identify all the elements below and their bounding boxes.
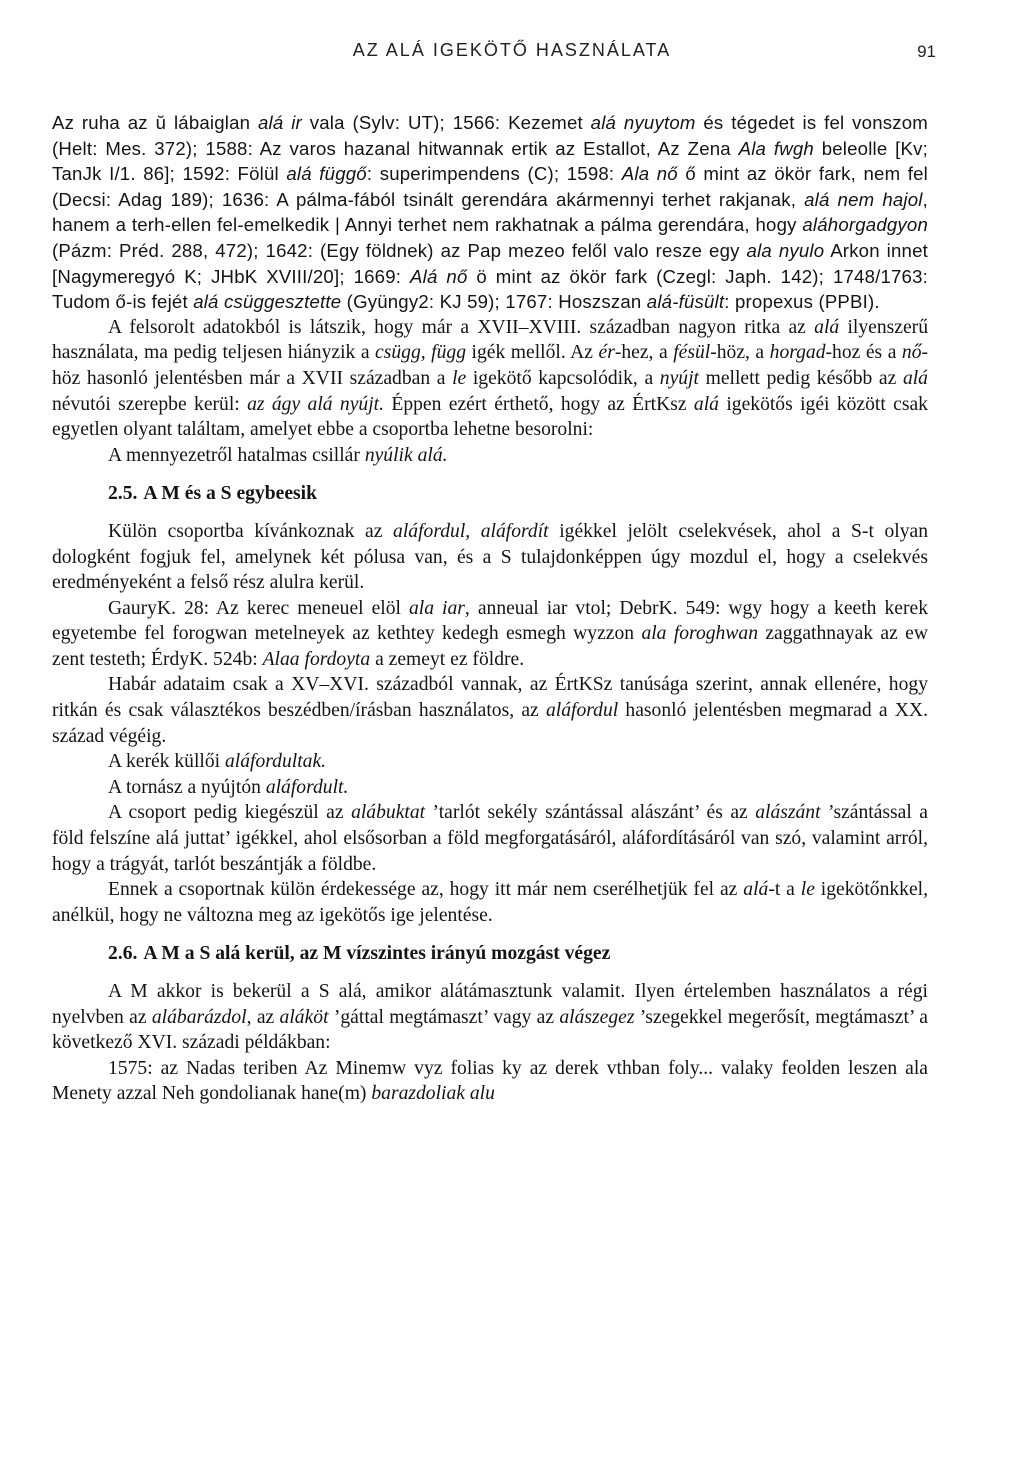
italic-term: aláfordult.	[265, 776, 349, 798]
text-run: -höz, a	[710, 342, 770, 364]
example-sentence	[52, 749, 928, 775]
italic-term: alábuktat	[351, 802, 426, 824]
section-number: 2.6.	[108, 943, 138, 965]
italic-term: Ala nő	[621, 163, 678, 185]
italic-term: alá nyuytom	[590, 112, 696, 133]
text-run: , az	[246, 1006, 280, 1028]
text-run: ’tarlót sekély szántással alászánt’ és az	[425, 802, 756, 824]
italic-term: nyúlik alá.	[364, 444, 448, 466]
text-run: A M akkor is bekerül a S alá, amikor alátámasztunk valamit. Ilyen értelemben használatos a régi nyelvben az	[52, 981, 928, 1028]
paragraph	[52, 596, 928, 673]
text-run: mellett pedig később az	[698, 367, 903, 389]
text-run: GauryK. 28: Az kerec meneuel elöl	[108, 597, 409, 619]
italic-term: horgad	[769, 342, 826, 364]
italic-term: Ala fwgh	[738, 137, 814, 159]
italic-term: alá csüggesztette	[193, 291, 342, 313]
italic-term: aláhorgadgyon	[802, 214, 928, 236]
text-run: ’szántással a föld felszíne alá juttat’ igékkel, ahol elsősorban a föld megforgatásáról, aláfordításáról van szó, valamint arról, hogy a trágyát, tarlót beszántják a földbe.	[52, 802, 928, 875]
italic-term: aláfordul	[545, 700, 619, 722]
paragraph	[52, 519, 928, 596]
italic-term: nő	[901, 342, 922, 364]
paragraph	[52, 800, 928, 877]
italic-term: alábarázdol	[151, 1006, 247, 1028]
paragraph	[52, 315, 928, 443]
running-title: AZ ALÁ IGEKÖTŐ HASZNÁLATA	[352, 40, 672, 60]
text-run: A csoport pedig kiegészül az	[108, 802, 352, 824]
text-run: zaggathnayak az ew zent testeth; ÉrdyK. 524b:	[52, 623, 928, 670]
text-run: A felsorolt adatokból is látszik, hogy már a XVII–XVIII. században nagyon ritka az	[108, 316, 815, 338]
text-run: beleolle [Kv; TanJk I/1. 86]; 1592: Fölül	[52, 137, 929, 185]
text-run: igekötős igéi között csak egyetlen olyant találtam, amelyet ebbe a csoportba lehetne besorolni:	[52, 393, 928, 441]
italic-term: nyújt	[659, 367, 699, 389]
italic-term: alá	[743, 879, 769, 901]
text-run: A kerék küllői	[108, 751, 225, 773]
section-number: 2.5.	[108, 483, 138, 505]
paragraph	[52, 672, 928, 749]
italic-term: le	[452, 367, 467, 389]
page-body	[52, 110, 928, 1107]
text-run: ő mint az ökör fark, nem fel (Decsi: Adag 189); 1636: A pálma-fából tsinált gerendára akármennyi terhet rakjanak,	[52, 163, 928, 210]
text-run: hasonló jelentésben megmarad a XX. század végéig.	[52, 700, 928, 747]
text-run: -hez, a	[614, 342, 674, 364]
paragraph	[52, 877, 928, 928]
italic-term: aláfordul, aláfordít	[393, 520, 549, 542]
text-run: 1575: az Nadas teriben Az Minemw vyz folias ky az derek vthban foly... valaky feolden leszen ala Menety azzal Neh gondolianak hane(m)	[52, 1057, 928, 1105]
text-run: A mennyezetről hatalmas csillár	[108, 444, 365, 466]
text-run: (Gyüngy2: KJ 59); 1767: Hoszszan	[341, 291, 647, 313]
text-run: : superimpendens (C); 1598:	[366, 163, 622, 185]
text-run: igékkel jelölt cselekvések, ahol a S-t olyan dologként fogjuk fel, amelynek két pólusa van, és a S tulajdonképpen úgy mozdul el, hogy a cselekvés eredményeként a felső rész alulra kerül.	[52, 520, 929, 594]
italic-term: barazdoliak alu	[371, 1083, 495, 1105]
text-run: ilyenszerű használata, ma pedig teljesen hiányzik a	[52, 316, 929, 364]
italic-term: alászegez	[559, 1006, 635, 1028]
italic-term: alá	[814, 316, 840, 338]
italic-term: ala nyulo	[746, 239, 825, 261]
text-run: Habár adataim csak a XV–XVI. századból vannak, az ÉrtKSz tanúsága szerint, annak ellenére, hogy ritkán és csak választékos beszédben/írásban használatos, az	[52, 674, 928, 722]
text-run: Ennek a csoportnak külön érdekessége az, hogy itt már nem cserélhetjük fel az	[108, 879, 744, 901]
text-run: Arkon innet [Nagymeregyó K; JHbK XVIII/20]; 1669:	[52, 239, 928, 287]
italic-term: Alaa fordoyta	[262, 648, 371, 670]
italic-term: le	[800, 879, 815, 901]
text-run: -hoz és a	[825, 342, 902, 364]
page-header	[0, 34, 1024, 74]
paragraph	[52, 110, 928, 315]
text-run: és tégedet is fel vonszom (Helt: Mes. 372); 1588: Az varos hazanal hitwannak ertik az Estallot, Az Zena	[52, 112, 928, 159]
text-run: Külön csoportba kívánkoznak az	[108, 520, 394, 542]
section-title: A M a S alá kerül, az M vízszintes irányú mozgást végez	[143, 943, 611, 965]
section-heading	[52, 941, 928, 967]
italic-term: Alá nő	[410, 265, 468, 287]
italic-term: ala iar	[409, 597, 465, 619]
text-run: vala (Sylv: UT); 1566: Kezemet	[301, 112, 591, 133]
text-run: -höz hasonló jelentésben már a XVII században a	[52, 342, 929, 389]
paragraph	[52, 1056, 928, 1107]
italic-term: ér	[598, 342, 615, 364]
section-heading	[52, 481, 928, 507]
italic-term: csügg, függ	[375, 342, 466, 364]
text-run: , hanem a terh-ellen fel-emelkedik | Annyi terhet nem rakhatnak a pálma gerendára, hogy	[52, 188, 929, 236]
example-sentence	[52, 775, 928, 801]
text-run: a zemeyt ez földre.	[370, 648, 525, 670]
italic-term: aláköt	[279, 1006, 329, 1028]
text-run: ö mint az ökör fark (Czegl: Japh. 142); 1748/1763: Tudom ő-is fejét	[52, 265, 929, 313]
italic-term: aláfordultak.	[225, 751, 327, 773]
paragraph	[52, 979, 928, 1056]
italic-term: az ágy alá nyújt.	[247, 393, 384, 415]
page-number: 91	[917, 42, 936, 61]
text-run: A tornász a nyújtón	[108, 776, 266, 798]
text-run: -t a	[768, 879, 801, 901]
italic-term: fésül	[673, 342, 711, 364]
italic-term: alá-füsült	[646, 291, 725, 313]
italic-term: alá	[693, 393, 719, 415]
italic-term: alá	[902, 367, 928, 389]
text-run: Az ruha az ŭ lábaiglan	[52, 112, 258, 133]
italic-term: alá függő	[286, 163, 367, 185]
italic-term: alá nem hajol	[804, 188, 923, 210]
text-run: (Pázm: Préd. 288, 472); 1642: (Egy földnek) az Pap mezeo felől valo resze egy	[52, 239, 747, 261]
text-run: , anneual iar vtol; DebrK. 549: wgy hogy a keeth kerek egyetembe fel forogwan metelneyek az kethtey kedegh esmegh wyzzon	[52, 597, 928, 645]
text-run: igekötő kapcsolódik, a	[466, 367, 660, 389]
example-sentence	[52, 443, 928, 469]
text-run: ’gáttal megtámaszt’ vagy az	[328, 1006, 560, 1028]
text-run: névutói szerepbe kerül:	[52, 393, 248, 415]
text-run: : propexus (PPBI).	[724, 291, 880, 313]
text-run: Éppen ezért érthető, hogy az ÉrtKsz	[384, 393, 694, 415]
italic-term: alá ir	[258, 112, 302, 133]
italic-term: ala foroghwan	[641, 623, 759, 645]
text-run: igék mellől. Az	[466, 342, 599, 364]
section-title: A M és a S egybeesik	[143, 483, 318, 505]
text-run: ’szegekkel megerősít, megtámaszt’ a következő XVI. századi példákban:	[52, 1006, 928, 1054]
italic-term: alászánt	[755, 802, 821, 824]
text-run: igekötőnkkel, anélkül, hogy ne változna meg az igekötős ige jelentése.	[52, 879, 928, 926]
